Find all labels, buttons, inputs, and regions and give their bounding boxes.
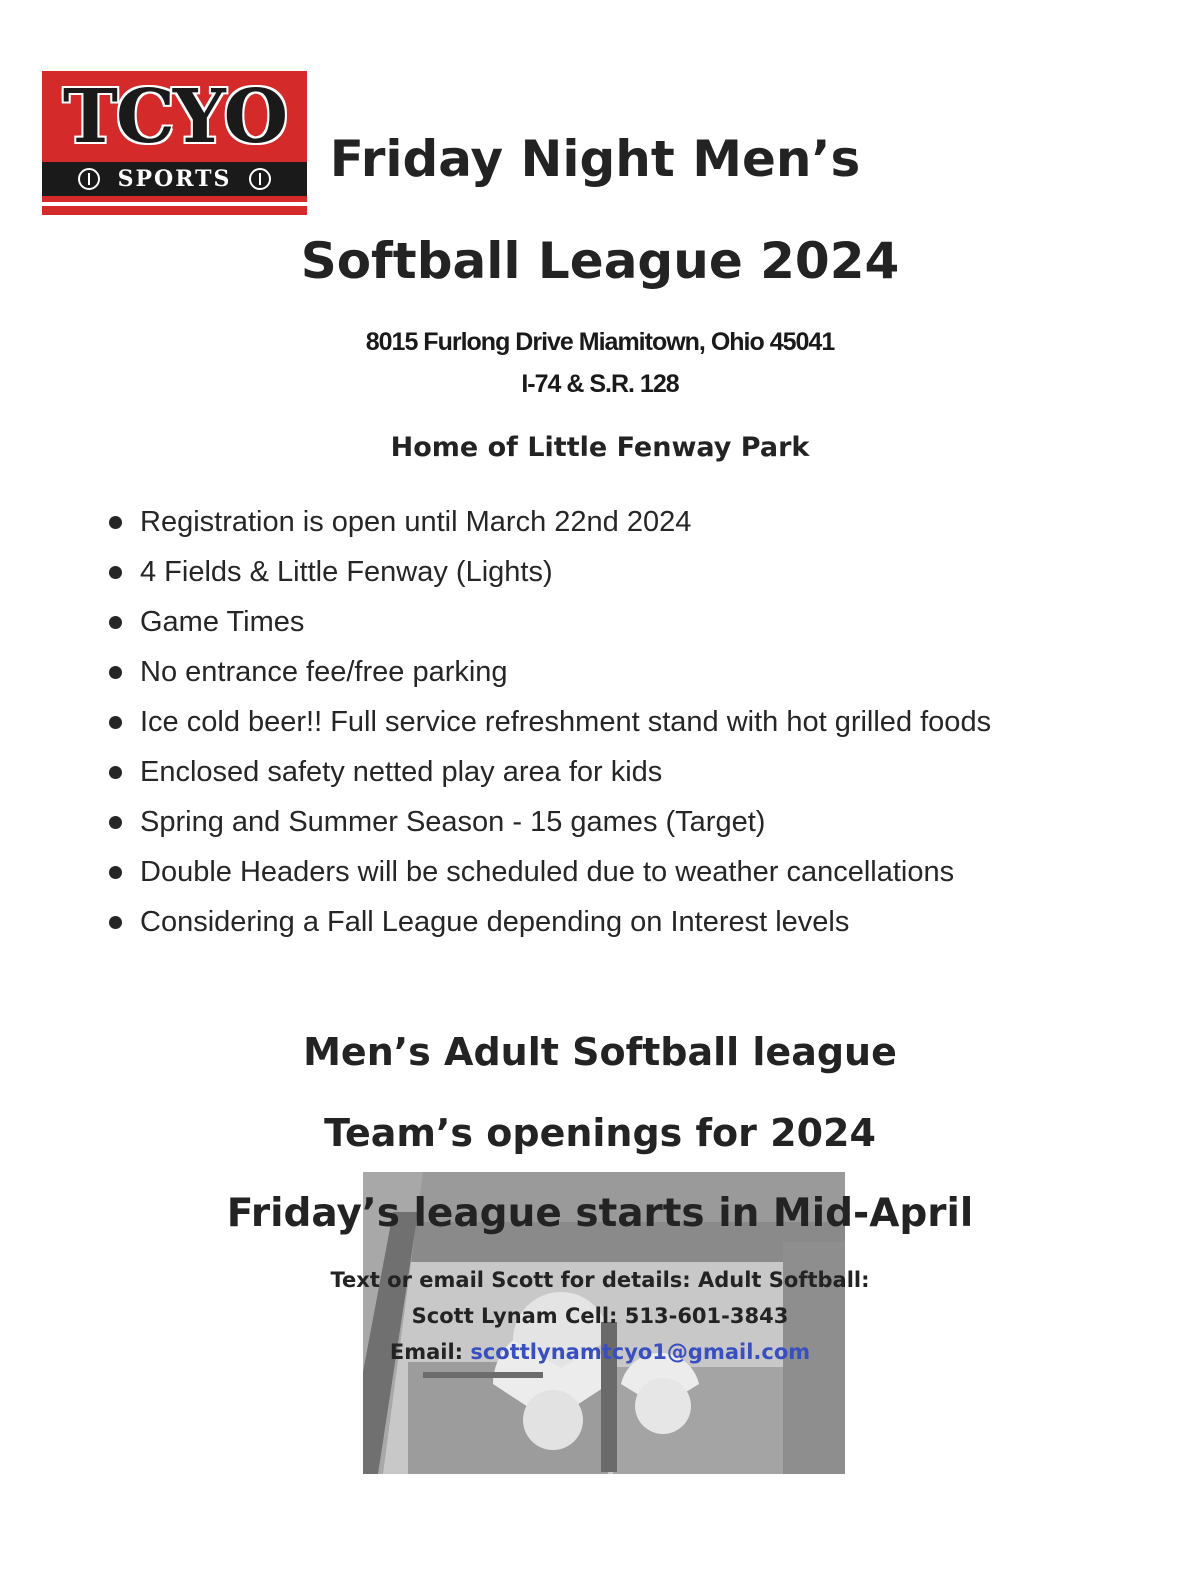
list-item bbox=[100, 797, 1160, 847]
logo-emblem-icon bbox=[78, 168, 100, 190]
bullet-icon bbox=[109, 716, 122, 729]
list-item bbox=[100, 547, 1160, 597]
list-item-text: 4 Fields & Little Fenway (Lights) bbox=[140, 556, 553, 588]
list-item bbox=[100, 597, 1160, 647]
bullet-icon bbox=[109, 616, 122, 629]
tcyo-sports-logo bbox=[42, 71, 307, 215]
bullet-icon bbox=[109, 866, 122, 879]
logo-emblem-icon bbox=[249, 168, 271, 190]
contact-line-1: Text or email Scott for details: Adult Softball: bbox=[330, 1268, 870, 1292]
logo-subtitle: SPORTS bbox=[117, 166, 232, 192]
list-item-text: Double Headers will be scheduled due to weather cancellations bbox=[140, 856, 955, 888]
page-title-line-1: Friday Night Men’s bbox=[329, 130, 861, 188]
promo-line-2: Team’s openings for 2024 bbox=[324, 1111, 876, 1155]
list-item bbox=[100, 897, 1160, 947]
list-item bbox=[100, 697, 1160, 747]
logo-wordmark: TCYO bbox=[62, 74, 287, 160]
list-item-text: No entrance fee/free parking bbox=[140, 656, 508, 688]
bullet-icon bbox=[109, 916, 122, 929]
list-item bbox=[100, 647, 1160, 697]
bullet-icon bbox=[109, 666, 122, 679]
bullet-icon bbox=[109, 566, 122, 579]
home-of-heading: Home of Little Fenway Park bbox=[390, 432, 810, 463]
list-item-text: Ice cold beer!! Full service refreshment stand with hot grilled foods bbox=[140, 706, 992, 738]
contact-email-line bbox=[0, 1340, 1200, 1364]
bullet-icon bbox=[109, 516, 122, 529]
list-item-text: Spring and Summer Season - 15 games (Target) bbox=[140, 806, 766, 838]
bullet-icon bbox=[109, 766, 122, 779]
list-item-text: Game Times bbox=[140, 606, 305, 638]
email-label: Email: bbox=[389, 1340, 471, 1364]
list-item bbox=[100, 747, 1160, 797]
bullet-icon bbox=[109, 816, 122, 829]
features-list bbox=[100, 497, 1160, 947]
list-item bbox=[100, 497, 1160, 547]
promo-line-3: Friday’s league starts in Mid-April bbox=[226, 1191, 974, 1236]
list-item-text: Enclosed safety netted play area for kids bbox=[140, 756, 663, 788]
logo-band bbox=[42, 162, 307, 196]
address-line-1: 8015 Furlong Drive Miamitown, Ohio 45041 bbox=[365, 328, 835, 356]
logo-stripe bbox=[42, 202, 307, 206]
contact-phone: Scott Lynam Cell: 513-601-3843 bbox=[411, 1304, 789, 1328]
address-line-2: I-74 & S.R. 128 bbox=[521, 370, 679, 398]
promo-line-1: Men’s Adult Softball league bbox=[303, 1030, 897, 1074]
email-link[interactable]: scottlynamtcyo1@gmail.com bbox=[470, 1340, 811, 1364]
list-item bbox=[100, 847, 1160, 897]
list-item-text: Registration is open until March 22nd 2024 bbox=[140, 506, 692, 538]
page-title-line-2: Softball League 2024 bbox=[300, 232, 900, 290]
list-item-text: Considering a Fall League depending on Interest levels bbox=[140, 906, 850, 938]
